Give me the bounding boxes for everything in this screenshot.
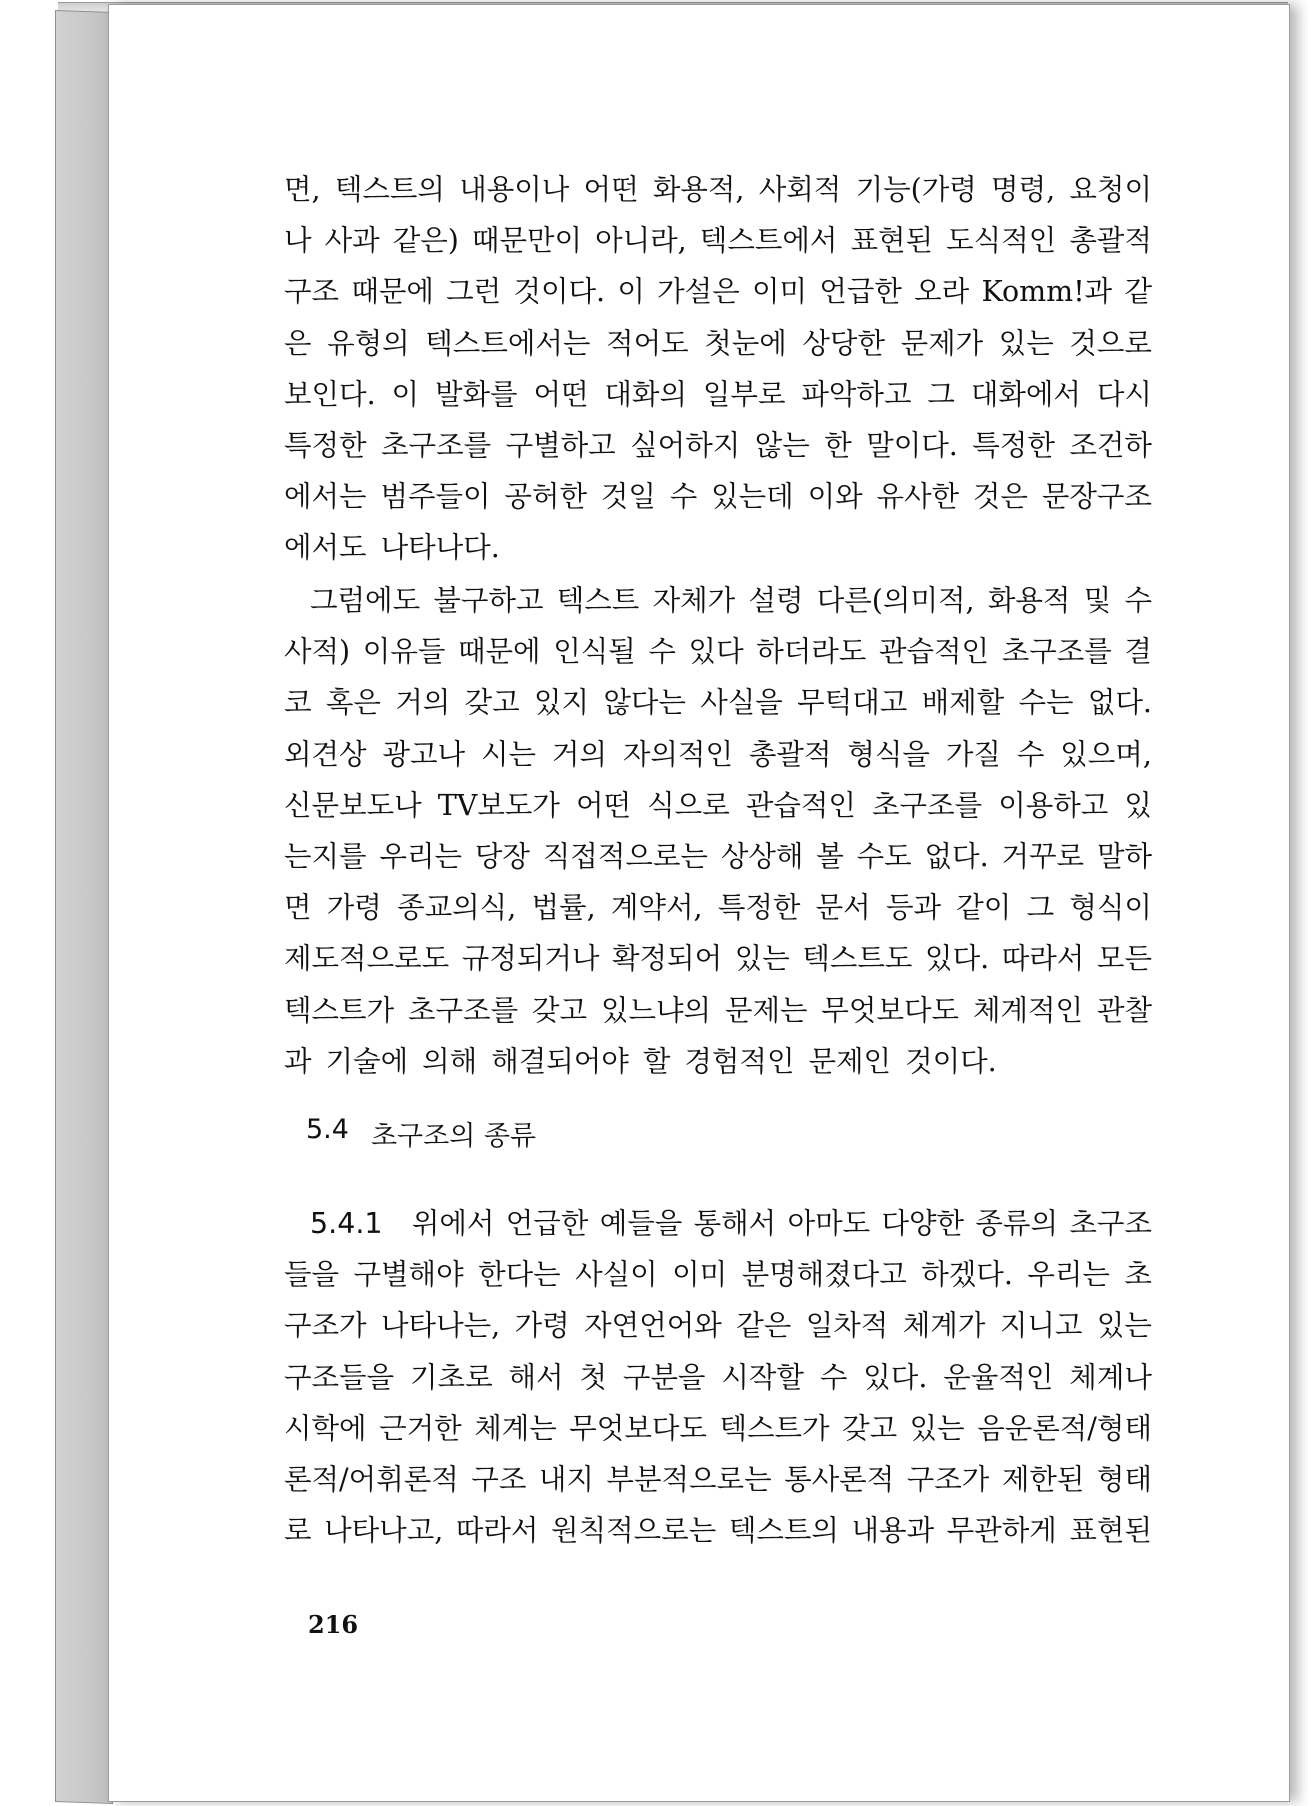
section-heading <box>306 1114 536 1153</box>
text-line: 은 유형의 텍스트에서는 적어도 첫눈에 상당한 문제가 있는 것으로 <box>284 326 1152 360</box>
paragraph-1 <box>284 164 1152 574</box>
page-number: 216 <box>308 1610 359 1639</box>
text-line: 과 기술에 의해 해결되어야 할 경험적인 문제인 것이다. <box>284 1044 997 1078</box>
text-line: 제도적으로도 규정되거나 확정되어 있는 텍스트도 있다. 따라서 모든 <box>284 942 1152 976</box>
text-line: 텍스트가 초구조를 갖고 있느냐의 문제는 무엇보다도 체계적인 관찰 <box>284 993 1152 1027</box>
text-line: 는지를 우리는 당장 직접적으로는 상상해 볼 수도 없다. 거꾸로 말하 <box>284 839 1152 873</box>
text-line: 그럼에도 불구하고 텍스트 자체가 설령 다른(의미적, 화용적 및 수 <box>310 584 1152 617</box>
text-line: 외견상 광고나 시는 거의 자의적인 총괄적 형식을 가질 수 있으며, <box>284 737 1152 771</box>
text-line: 구조 때문에 그런 것이다. 이 가설은 이미 언급한 오라 Komm!과 같 <box>284 275 1152 309</box>
text-line: 들을 구별해야 한다는 사실이 이미 분명해졌다고 하겠다. 우리는 초 <box>284 1258 1152 1292</box>
book-spine <box>55 10 113 1804</box>
text-line: 면 가령 종교의식, 법률, 계약서, 특정한 문서 등과 같이 그 형식이 <box>284 891 1152 925</box>
subsection-number: 5.4.1 <box>310 1207 383 1240</box>
text-line: 로 나타나고, 따라서 원칙적으로는 텍스트의 내용과 무관하게 표현된 <box>284 1514 1152 1548</box>
section-number: 5.4 <box>306 1114 349 1145</box>
text-line: 사적) 이유들 때문에 인식될 수 있다 하더라도 관습적인 초구조를 결 <box>284 635 1152 669</box>
text-line: 5.4.1 위에서 언급한 예들을 통해서 아마도 다양한 종류의 초구조 <box>284 1198 1152 1249</box>
text-line: 코 혹은 거의 갖고 있지 않다는 사실을 무턱대고 배제할 수는 없다. <box>284 686 1152 720</box>
text-line: 나 사과 같은) 때문만이 아니라, 텍스트에서 표현된 도식적인 총괄적 <box>284 224 1152 258</box>
text-line: 에서도 나타나다. <box>284 531 500 565</box>
text-line: 면, 텍스트의 내용이나 어떤 화용적, 사회적 기능(가령 명령, 요청이 <box>284 173 1152 206</box>
text-line: 구조가 나타나는, 가령 자연언어와 같은 일차적 체계가 지니고 있는 <box>284 1309 1152 1343</box>
text-line: 시학에 근거한 체계는 무엇보다도 텍스트가 갖고 있는 음운론적/형태 <box>284 1411 1152 1445</box>
text-line: 특정한 초구조를 구별하고 싶어하지 않는 한 말이다. 특정한 조건하 <box>284 428 1152 462</box>
subsection-paragraph <box>284 1198 1152 1556</box>
text-line: 에서는 범주들이 공허한 것일 수 있는데 이와 유사한 것은 문장구조 <box>284 480 1152 514</box>
paragraph-2 <box>284 575 1152 1087</box>
text-line: 구조들을 기초로 해서 첫 구분을 시작할 수 있다. 운율적인 체계나 <box>284 1360 1152 1394</box>
section-title: 초구조의 종류 <box>370 1121 537 1152</box>
text-line: 보인다. 이 발화를 어떤 대화의 일부로 파악하고 그 대화에서 다시 <box>284 377 1152 411</box>
text-line: 신문보도나 TV보도가 어떤 식으로 관습적인 초구조를 이용하고 있 <box>284 788 1152 822</box>
text-line: 론적/어휘론적 구조 내지 부분적으로는 통사론적 구조가 제한된 형태 <box>284 1462 1152 1496</box>
